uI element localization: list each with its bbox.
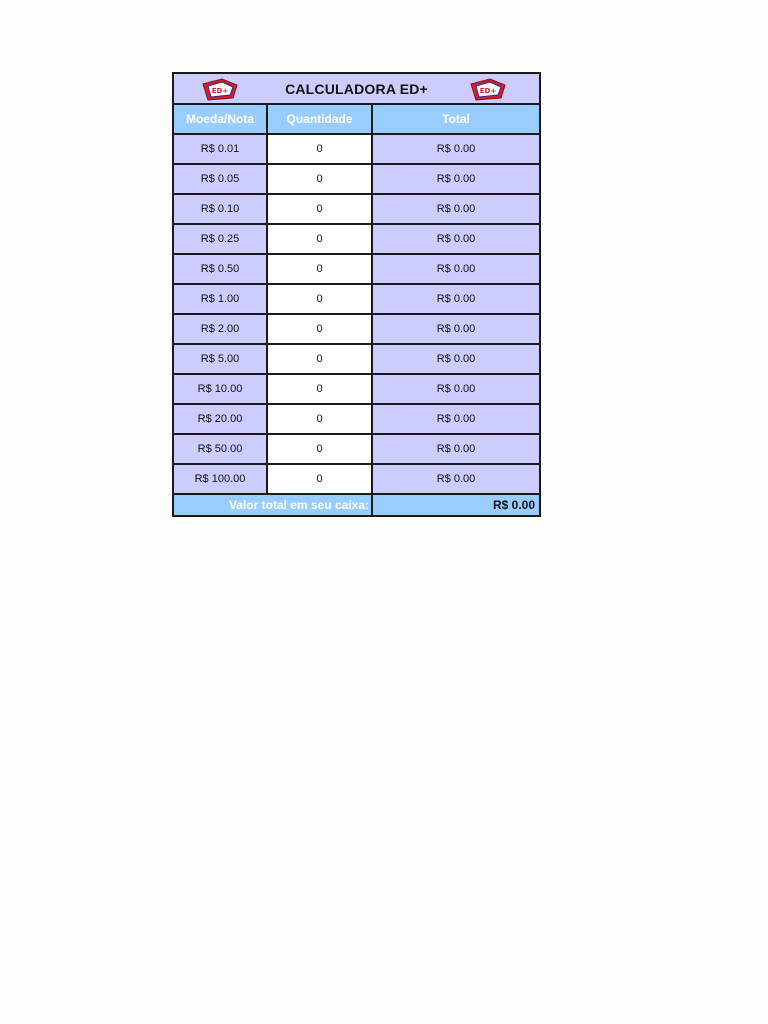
denomination-cell: R$ 10.00 (174, 375, 268, 403)
table-row (174, 195, 539, 225)
table-row (174, 465, 539, 495)
table-row (174, 255, 539, 285)
quantity-input[interactable]: 0 (268, 225, 373, 253)
quantity-input[interactable]: 0 (268, 195, 373, 223)
total-cell: R$ 0.00 (373, 405, 539, 433)
ed-plus-logo-icon (200, 76, 240, 101)
quantity-input[interactable]: 0 (268, 405, 373, 433)
table-row (174, 135, 539, 165)
total-cell: R$ 0.00 (373, 285, 539, 313)
grand-total-value: R$ 0.00 (492, 498, 535, 512)
table-row (174, 165, 539, 195)
denomination-cell: R$ 0.10 (174, 195, 268, 223)
table-header (174, 105, 539, 135)
total-cell: R$ 0.00 (373, 165, 539, 193)
total-cell: R$ 0.00 (373, 465, 539, 493)
total-cell: R$ 0.00 (373, 135, 539, 163)
denomination-cell: R$ 2.00 (174, 315, 268, 343)
quantity-input[interactable]: 0 (268, 285, 373, 313)
table-row (174, 375, 539, 405)
denomination-cell: R$ 0.25 (174, 225, 268, 253)
denomination-cell: R$ 0.01 (174, 135, 268, 163)
quantity-input[interactable]: 0 (268, 255, 373, 283)
denomination-cell: R$ 0.50 (174, 255, 268, 283)
table-row (174, 435, 539, 465)
quantity-input[interactable]: 0 (268, 375, 373, 403)
page-title: CALCULADORA ED+ (285, 80, 428, 97)
total-cell: R$ 0.00 (373, 225, 539, 253)
calculator-sheet (172, 72, 541, 517)
column-header-quantity: Quantidade (268, 105, 373, 133)
denomination-cell: R$ 5.00 (174, 345, 268, 373)
total-cell: R$ 0.00 (373, 375, 539, 403)
svg-text:ED+: ED+ (479, 87, 497, 95)
quantity-input[interactable]: 0 (268, 435, 373, 463)
ed-plus-logo-icon (468, 76, 508, 101)
denomination-cell: R$ 0.05 (174, 165, 268, 193)
table-row (174, 405, 539, 435)
table-row (174, 315, 539, 345)
denomination-cell: R$ 20.00 (174, 405, 268, 433)
total-cell: R$ 0.00 (373, 195, 539, 223)
table-row (174, 225, 539, 255)
total-cell: R$ 0.00 (373, 255, 539, 283)
quantity-input[interactable]: 0 (268, 345, 373, 373)
denomination-cell: R$ 1.00 (174, 285, 268, 313)
svg-text:ED+: ED+ (211, 87, 229, 95)
quantity-input[interactable]: 0 (268, 465, 373, 493)
denomination-cell: R$ 100.00 (174, 465, 268, 493)
total-cell: R$ 0.00 (373, 345, 539, 373)
total-cell: R$ 0.00 (373, 435, 539, 463)
quantity-input[interactable]: 0 (268, 165, 373, 193)
total-cell: R$ 0.00 (373, 315, 539, 343)
column-header-denomination: Moeda/Nota (174, 105, 268, 133)
title-row (174, 74, 539, 105)
grand-total-label: Valor total em seu caixa: (174, 495, 373, 515)
table-row (174, 285, 539, 315)
total-footer (174, 495, 539, 515)
denomination-cell: R$ 50.00 (174, 435, 268, 463)
table-row (174, 345, 539, 375)
quantity-input[interactable]: 0 (268, 135, 373, 163)
quantity-input[interactable]: 0 (268, 315, 373, 343)
column-header-total: Total (373, 105, 539, 133)
